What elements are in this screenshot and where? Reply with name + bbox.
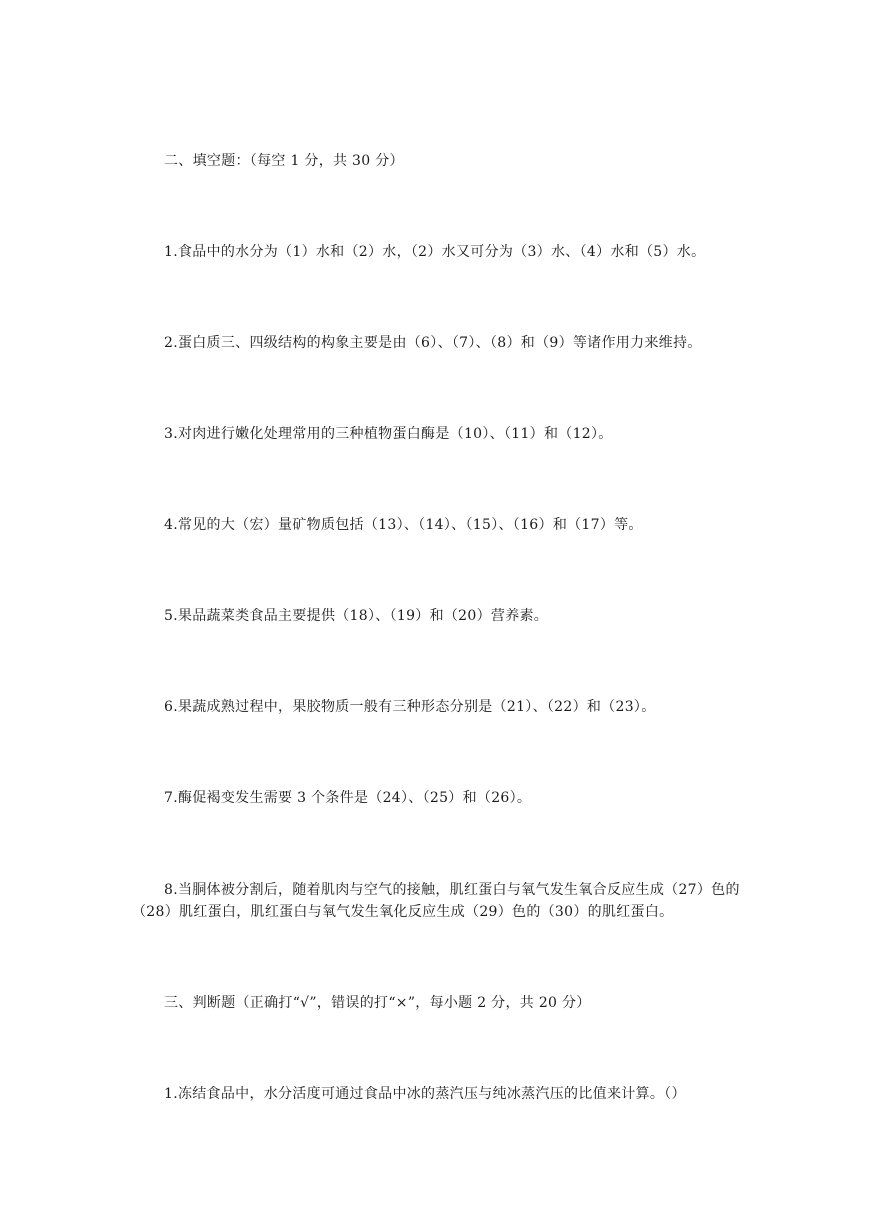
question-item: 4.常见的大（宏）量矿物质包括（13）、（14）、（15）、（16）和（17）等。 (164, 517, 643, 533)
section-heading-fill-in-blank: 二、填空题：（每空 1 分，共 30 分） (164, 153, 404, 169)
question-item: 5.果品蔬菜类食品主要提供（18）、（19）和（20）营养素。 (164, 608, 549, 624)
question-item: 2.蛋白质三、四级结构的构象主要是由（6）、（7）、（8）和（9）等诸作用力来维持。 (164, 335, 702, 351)
question-item: 1.冻结食品中，水分活度可通过食品中冰的蒸汽压与纯冰蒸汽压的比值来计算。（） (164, 1086, 686, 1102)
question-item: 7.酶促褐变发生需要 3 个条件是（24）、（25）和（26）。 (164, 790, 532, 806)
question-item: 8.当胴体被分割后，随着肌肉与空气的接触，肌红蛋白与氧气发生氧合反应生成（27）色的（28）肌红蛋白，肌红蛋白与氧气发生氧化反应生成（29）色的（30）的肌红蛋白。 (132, 882, 740, 920)
question-item: 6.果蔬成熟过程中，果胶物质一般有三种形态分别是（21）、（22）和（23）。 (164, 699, 656, 715)
question-item: 1.食品中的水分为（1）水和（2）水，（2）水又可分为（3）水、（4）水和（5）水。 (164, 244, 706, 260)
question-item: 3.对肉进行嫩化处理常用的三种植物蛋白酶是（10）、（11）和（12）。 (164, 426, 613, 442)
section-heading-true-false: 三、判断题（正确打“√”，错误的打“×”，每小题 2 分，共 20 分） (164, 995, 591, 1011)
